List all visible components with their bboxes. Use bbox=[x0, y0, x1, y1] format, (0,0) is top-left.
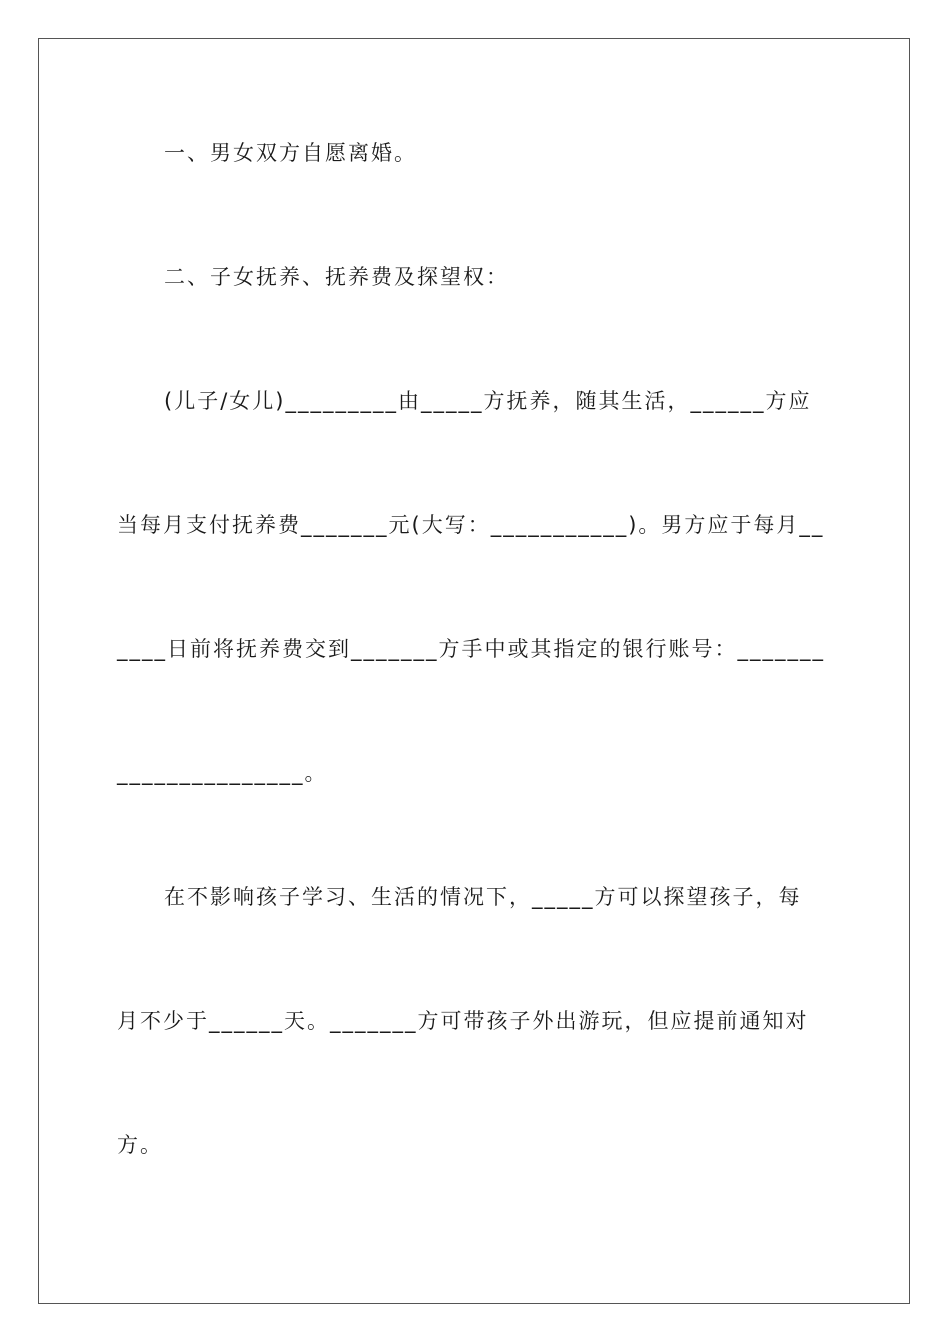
clause-1-text: 一、男女双方自愿离婚。 bbox=[164, 141, 417, 165]
page-frame bbox=[38, 38, 910, 1304]
custody-paragraph-line-3: ____日前将抚养费交到_______方手中或其指定的银行账号：_______ bbox=[117, 637, 825, 661]
custody-paragraph-line-4: _______________。 bbox=[117, 761, 328, 785]
custody-paragraph-line-2: 当每月支付抚养费_______元(大写：___________)。男方应于每月__ bbox=[117, 513, 825, 537]
visitation-paragraph-line-2: 月不少于______天。_______方可带孩子外出游玩，但应提前通知对 bbox=[117, 1009, 809, 1033]
custody-paragraph-line-1: (儿子/女儿)_________由_____方抚养，随其生活，______方应 bbox=[164, 389, 812, 413]
clause-2-heading: 二、子女抚养、抚养费及探望权： bbox=[164, 265, 509, 289]
visitation-paragraph-line-3: 方。 bbox=[117, 1133, 163, 1157]
visitation-paragraph-line-1: 在不影响孩子学习、生活的情况下，_____方可以探望孩子，每 bbox=[164, 885, 802, 909]
